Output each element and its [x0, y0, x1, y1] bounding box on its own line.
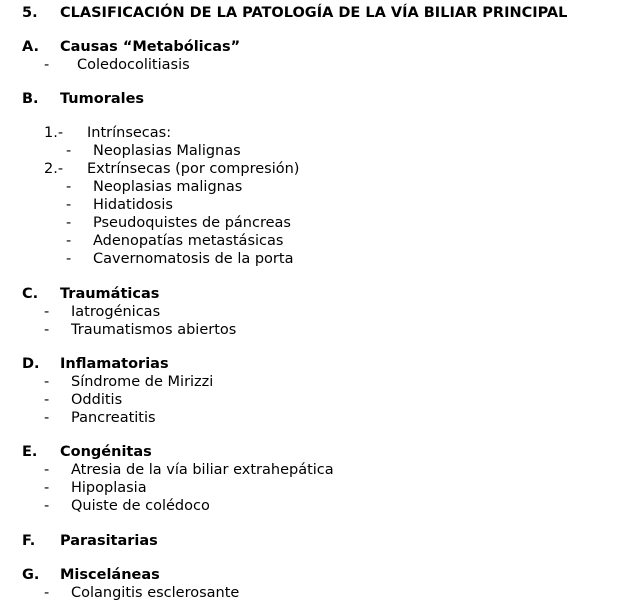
- bullet-dash: -: [44, 410, 50, 426]
- section-title-c: Traumáticas: [60, 286, 160, 302]
- subsection-label: Extrínsecas (por compresión): [87, 161, 300, 177]
- section-title-a: Causas “Metabólicas”: [60, 39, 241, 55]
- list-item: Hidatidosis: [93, 197, 173, 213]
- bullet-dash: -: [66, 233, 72, 249]
- bullet-dash: -: [44, 322, 50, 338]
- section-letter-b: B.: [22, 91, 39, 107]
- bullet-dash: -: [44, 57, 50, 73]
- subsection-number: 1.-: [44, 125, 64, 141]
- section-letter-g: G.: [22, 567, 40, 583]
- subsection-label: Intrínsecas:: [87, 125, 172, 141]
- bullet-dash: -: [66, 215, 72, 231]
- bullet-dash: -: [66, 251, 72, 267]
- list-item: Odditis: [71, 392, 123, 408]
- bullet-dash: -: [44, 462, 50, 478]
- bullet-dash: -: [66, 179, 72, 195]
- bullet-dash: -: [44, 374, 50, 390]
- bullet-dash: -: [66, 197, 72, 213]
- section-title-e: Congénitas: [60, 444, 152, 460]
- bullet-dash: -: [44, 392, 50, 408]
- list-item: Hipoplasia: [71, 480, 147, 496]
- list-item: Colangitis esclerosante: [71, 585, 240, 601]
- section-letter-e: E.: [22, 444, 38, 460]
- subsection-number: 2.-: [44, 161, 64, 177]
- list-item: Traumatismos abiertos: [71, 322, 237, 338]
- section-title-b: Tumorales: [60, 91, 145, 107]
- section-letter-a: A.: [22, 39, 39, 55]
- list-item: Pancreatitis: [71, 410, 156, 426]
- bullet-dash: -: [66, 143, 72, 159]
- list-item: Quiste de colédoco: [71, 498, 210, 514]
- list-item: Adenopatías metastásicas: [93, 233, 284, 249]
- section-letter-f: F.: [22, 533, 36, 549]
- bullet-dash: -: [44, 480, 50, 496]
- section-letter-c: C.: [22, 286, 39, 302]
- list-item: Pseudoquistes de páncreas: [93, 215, 291, 231]
- list-item: Atresia de la vía biliar extrahepática: [71, 462, 334, 478]
- list-item: Iatrogénicas: [71, 304, 161, 320]
- list-item: Coledocolitiasis: [77, 57, 190, 73]
- list-item: Neoplasias Malignas: [93, 143, 241, 159]
- section-title-f: Parasitarias: [60, 533, 158, 549]
- page-title: CLASIFICACIÓN DE LA PATOLOGÍA DE LA VÍA BILIAR PRINCIPAL: [60, 5, 568, 21]
- bullet-dash: -: [44, 498, 50, 514]
- list-item: Neoplasias malignas: [93, 179, 243, 195]
- section-title-g: Misceláneas: [60, 567, 160, 583]
- section-letter-d: D.: [22, 356, 40, 372]
- list-item: Cavernomatosis de la porta: [93, 251, 294, 267]
- section-title-d: Inflamatorias: [60, 356, 169, 372]
- list-item: Síndrome de Mirizzi: [71, 374, 214, 390]
- section-number: 5.: [22, 5, 38, 21]
- bullet-dash: -: [44, 585, 50, 601]
- bullet-dash: -: [44, 304, 50, 320]
